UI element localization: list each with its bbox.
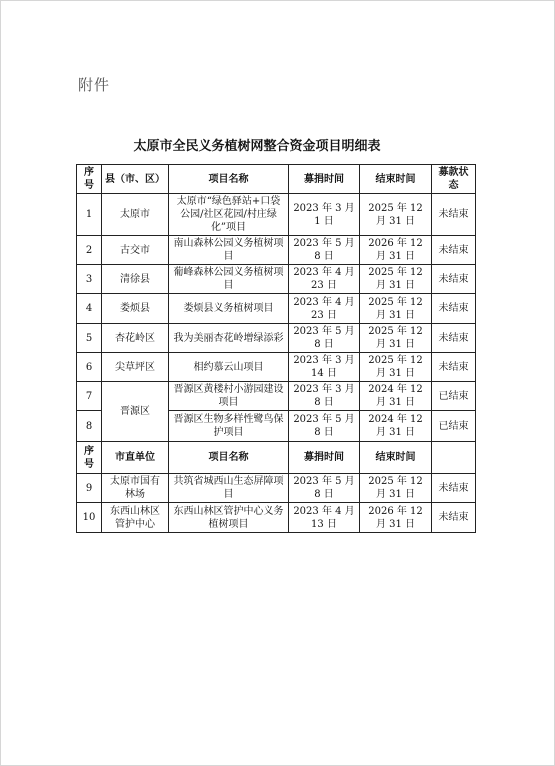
cell-seq: 2 [77,236,102,265]
cell-end-date: 2025 年 12 月 31 日 [360,474,432,503]
cell-start-date: 2023 年 4 月 23 日 [289,294,360,324]
cell-end-date: 2024 年 12 月 31 日 [360,382,432,411]
cell-end-date: 2024 年 12 月 31 日 [360,411,432,442]
header2-seq: 序号 [77,442,102,474]
table-row [77,353,476,382]
cell-end-date: 2026 年 12 月 31 日 [360,503,432,533]
cell-status: 未结束 [432,265,476,294]
header-end-date: 结束时间 [360,165,432,194]
cell-county: 尖草坪区 [102,353,169,382]
cell-unit: 太原市国有林场 [102,474,169,503]
cell-seq: 5 [77,324,102,353]
cell-seq: 6 [77,353,102,382]
cell-start-date: 2023 年 5 月 8 日 [289,474,360,503]
table-row [77,474,476,503]
attachment-label: 附件 [78,76,111,94]
cell-project-name: 共筑省城西山生态屏障项目 [169,474,289,503]
cell-project-name: 南山森林公园义务植树项目 [169,236,289,265]
cell-end-date: 2025 年 12 月 31 日 [360,194,432,236]
header-seq: 序号 [77,165,102,194]
table-row [77,294,476,324]
header-start-date: 募捐时间 [289,165,360,194]
cell-status: 未结束 [432,194,476,236]
cell-project-name: 葡峰森林公园义务植树项目 [169,265,289,294]
cell-start-date: 2023 年 5 月 8 日 [289,324,360,353]
table-row [77,382,476,411]
table-header-row [77,165,476,194]
cell-seq: 7 [77,382,102,411]
cell-project-name: 相约慕云山项目 [169,353,289,382]
cell-status: 未结束 [432,294,476,324]
table-header-row-city-units [77,442,476,474]
cell-status: 已结束 [432,382,476,411]
cell-end-date: 2026 年 12 月 31 日 [360,236,432,265]
cell-project-name: 我为美丽杏花岭增绿添彩 [169,324,289,353]
cell-status: 未结束 [432,236,476,265]
cell-end-date: 2025 年 12 月 31 日 [360,294,432,324]
cell-start-date: 2023 年 5 月 8 日 [289,411,360,442]
header2-end-date: 结束时间 [360,442,432,474]
cell-end-date: 2025 年 12 月 31 日 [360,265,432,294]
cell-status: 未结束 [432,474,476,503]
cell-start-date: 2023 年 3 月 1 日 [289,194,360,236]
cell-end-date: 2025 年 12 月 31 日 [360,324,432,353]
cell-seq: 3 [77,265,102,294]
cell-county: 太原市 [102,194,169,236]
cell-start-date: 2023 年 4 月 13 日 [289,503,360,533]
cell-end-date: 2025 年 12 月 31 日 [360,353,432,382]
cell-start-date: 2023 年 5 月 8 日 [289,236,360,265]
cell-seq: 4 [77,294,102,324]
table-row [77,324,476,353]
table-row [77,503,476,533]
table-row [77,194,476,236]
cell-unit: 东西山林区管护中心 [102,503,169,533]
cell-county: 清徐县 [102,265,169,294]
cell-start-date: 2023 年 3 月 8 日 [289,382,360,411]
cell-project-name: 太原市“绿色驿站+口袋公园/社区花园/村庄绿化”项目 [169,194,289,236]
cell-start-date: 2023 年 4 月 23 日 [289,265,360,294]
cell-county: 娄烦县 [102,294,169,324]
cell-status: 已结束 [432,411,476,442]
cell-status: 未结束 [432,353,476,382]
header-project-name: 项目名称 [169,165,289,194]
table-title: 太原市全民义务植树网整合资金项目明细表 [133,139,381,154]
project-detail-table [76,164,476,533]
cell-county: 杏花岭区 [102,324,169,353]
cell-county: 晋源区 [102,382,169,442]
cell-seq: 9 [77,474,102,503]
cell-start-date: 2023 年 3 月 14 日 [289,353,360,382]
header2-start-date: 募捐时间 [289,442,360,474]
header2-unit: 市直单位 [102,442,169,474]
cell-status: 未结束 [432,324,476,353]
cell-seq: 8 [77,411,102,442]
cell-status: 未结束 [432,503,476,533]
table-row [77,265,476,294]
cell-seq: 10 [77,503,102,533]
header2-project-name: 项目名称 [169,442,289,474]
cell-project-name: 晋源区黄楼村小游园建设项目 [169,382,289,411]
cell-project-name: 娄烦县义务植树项目 [169,294,289,324]
cell-project-name: 晋源区生物多样性鹭鸟保护项目 [169,411,289,442]
table-row [77,236,476,265]
header2-status-empty [432,442,476,474]
cell-county: 古交市 [102,236,169,265]
cell-seq: 1 [77,194,102,236]
header-status: 募款状态 [432,165,476,194]
cell-project-name: 东西山林区管护中心义务植树项目 [169,503,289,533]
header-county: 县（市、区） [102,165,169,194]
